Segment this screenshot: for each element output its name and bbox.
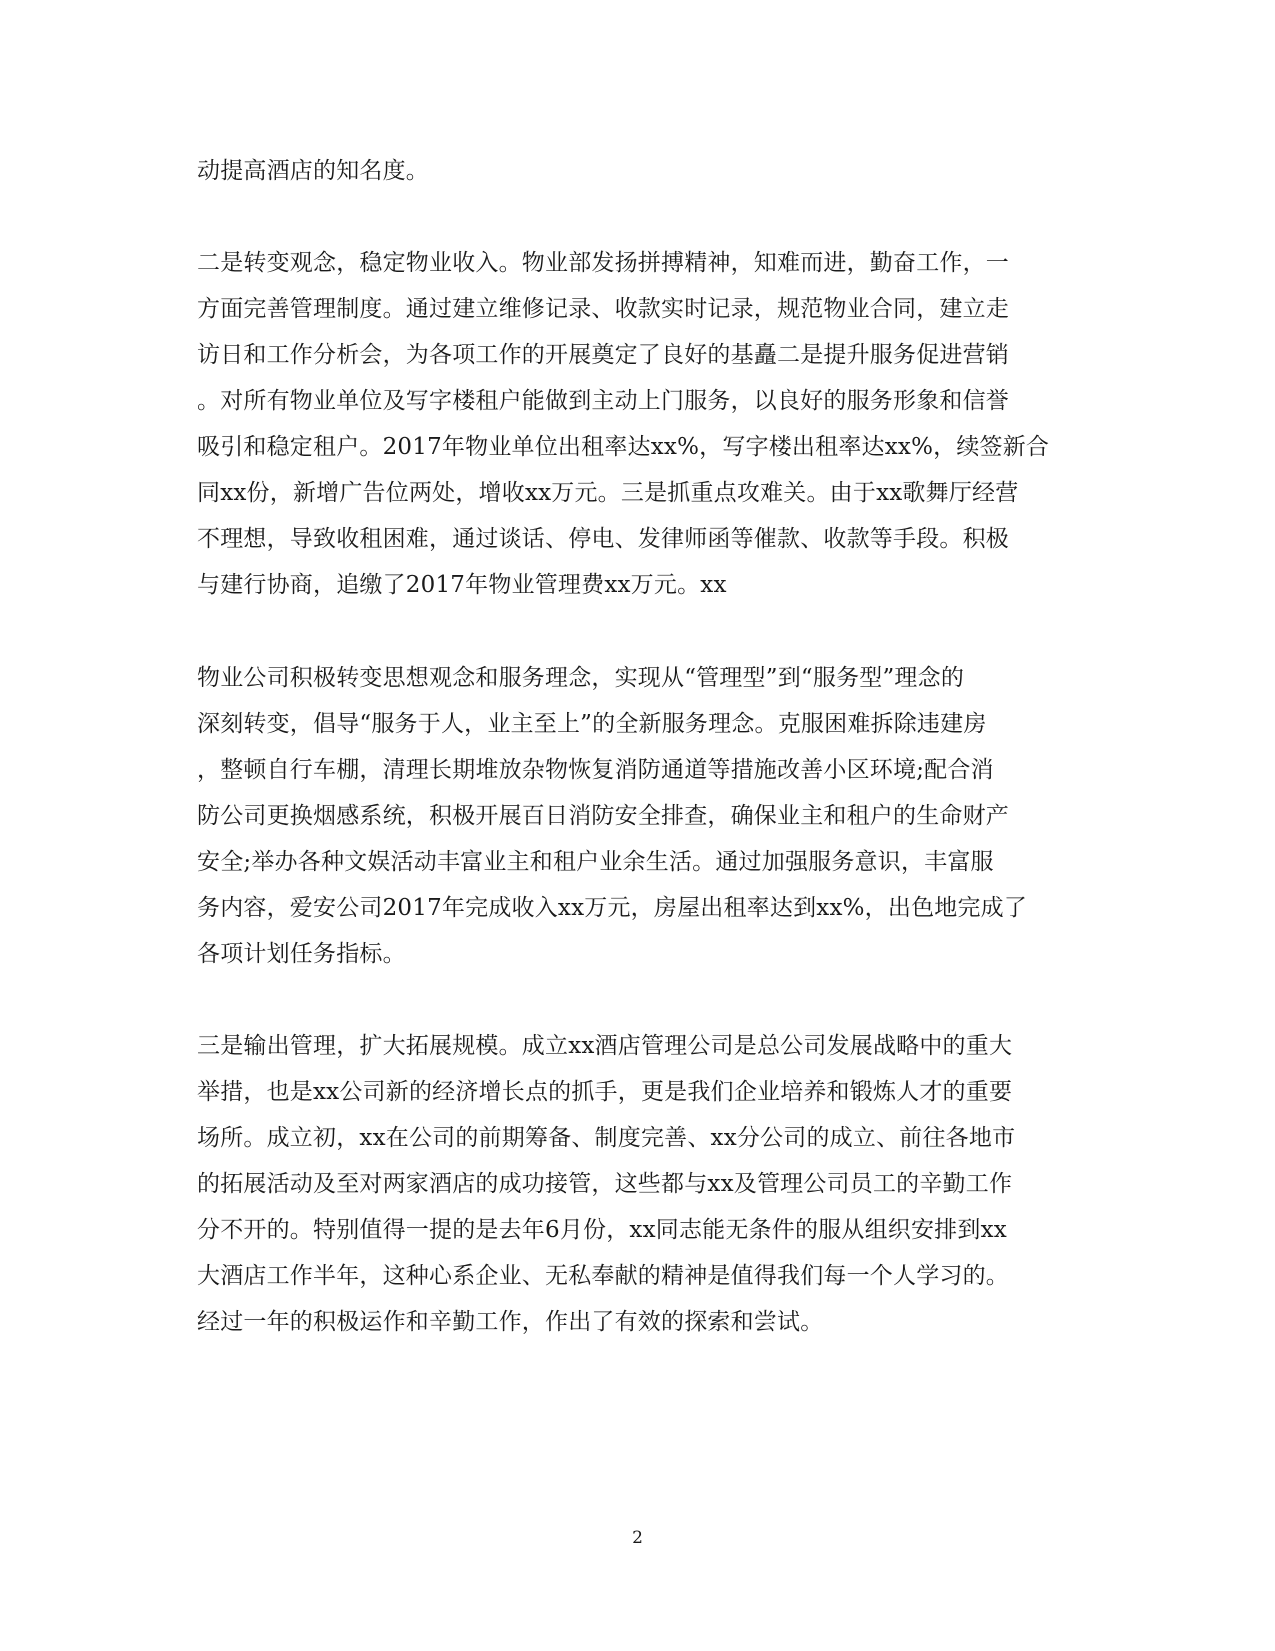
paragraph-3-line-2: 深刻转变，倡导“服务于人，业主至上”的全新服务理念。克服困难拆除违建房 [197,711,987,737]
paragraph-2-line-1: 二是转变观念，稳定物业收入。物业部发扬拼搏精神，知难而进，勤奋工作，一 [197,250,1009,276]
paragraph-2-line-5: 吸引和稳定租户。2017年物业单位出租率达xx%，写字楼出租率达xx%，续签新合 [197,434,1050,460]
paragraph-4-line-7: 经过一年的积极运作和辛勤工作，作出了有效的探索和尝试。 [197,1309,824,1335]
paragraph-4-line-5: 分不开的。特别值得一提的是去年6月份，xx同志能无条件的服从组织安排到xx [197,1217,1007,1243]
paragraph-4-line-6: 大酒店工作半年，这种心系企业、无私奉献的精神是值得我们每一个人学习的。 [197,1263,1009,1289]
paragraph-2-line-6: 同xx份，新增广告位两处，增收xx万元。三是抓重点攻难关。由于xx歌舞厅经营 [197,480,1019,506]
paragraph-3-line-5: 安全;举办各种文娱活动丰富业主和租户业余生活。通过加强服务意识，丰富服 [197,849,994,875]
paragraph-3-line-4: 防公司更换烟感系统，积极开展百日消防安全排查，确保业主和租户的生命财产 [197,803,1009,829]
paragraph-3-line-7: 各项计划任务指标。 [197,941,406,967]
paragraph-2-line-2: 方面完善管理制度。通过建立维修记录、收款实时记录，规范物业合同，建立走 [197,296,1009,322]
paragraph-2-line-7: 不理想，导致收租困难，通过谈话、停电、发律师函等催款、收款等手段。积极 [197,526,1009,552]
paragraph-3-line-3: ，整顿自行车棚，清理长期堆放杂物恢复消防通道等措施改善小区环境;配合消 [197,757,994,783]
paragraph-4-line-1: 三是输出管理，扩大拓展规模。成立xx酒店管理公司是总公司发展战略中的重大 [197,1033,1013,1059]
paragraph-3-line-1: 物业公司积极转变思想观念和服务理念，实现从“管理型”到“服务型”理念的 [197,665,965,691]
paragraph-4-line-2: 举措，也是xx公司新的经济增长点的抓手，更是我们企业培养和锻炼人才的重要 [197,1079,1013,1105]
paragraph-2-line-3: 访日和工作分析会，为各项工作的开展奠定了良好的基矗二是提升服务促进营销 [197,342,1009,368]
page-number: 2 [632,1528,643,1548]
paragraph-1-line-1: 动提高酒店的知名度。 [197,158,429,184]
paragraph-4-line-3: 场所。成立初，xx在公司的前期筹备、制度完善、xx分公司的成立、前往各地市 [197,1125,1016,1151]
paragraph-2-line-8: 与建行协商，追缴了2017年物业管理费xx万元。xx [197,572,727,598]
paragraph-3-line-6: 务内容，爱安公司2017年完成收入xx万元，房屋出租率达到xx%，出色地完成了 [197,895,1028,921]
paragraph-4-line-4: 的拓展活动及至对两家酒店的成功接管，这些都与xx及管理公司员工的辛勤工作 [197,1171,1013,1197]
paragraph-2-line-4: 。对所有物业单位及写字楼租户能做到主动上门服务，以良好的服务形象和信誉 [197,388,1009,414]
